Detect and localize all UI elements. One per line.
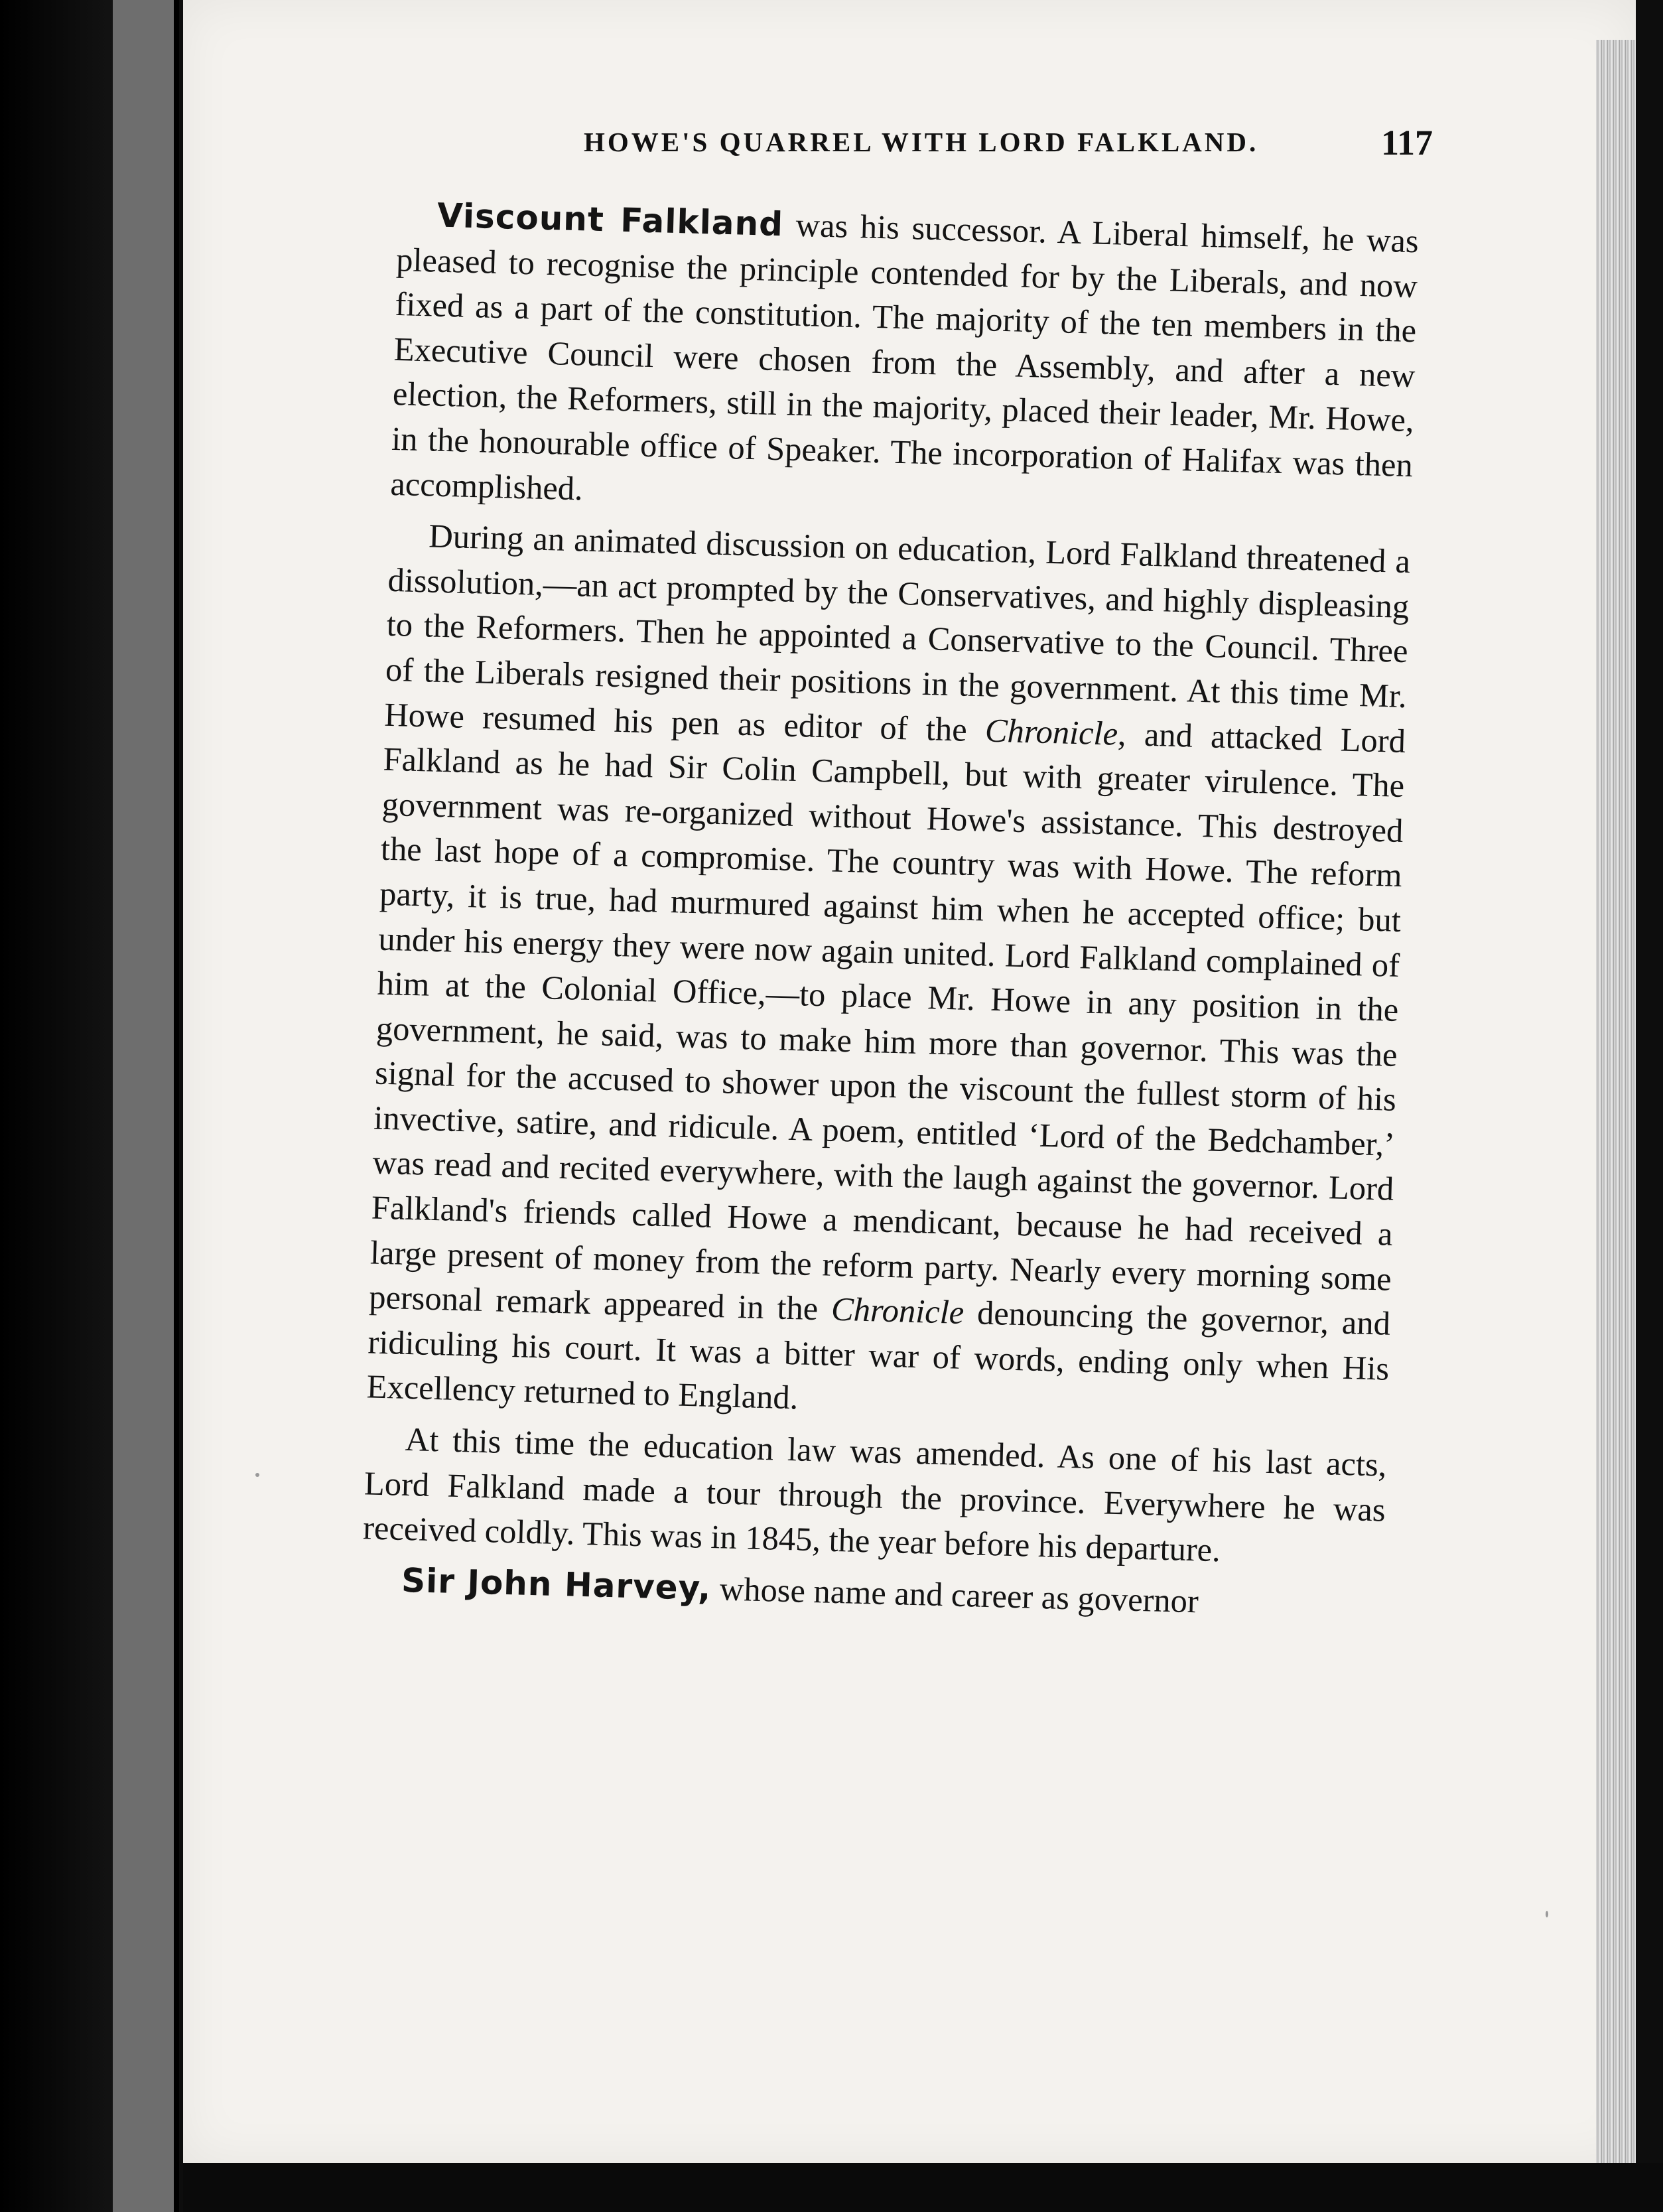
paragraph-3-text: At this time the education law was amended. As one of his last acts, Lord Falkland made a tour through the province. Everywhere he was received coldly. This was in 1845, the year before his departure. (362, 1420, 1388, 1569)
facing-page-edge (113, 0, 176, 2212)
page-edge-stack (1596, 40, 1636, 2163)
paragraph-2-text-c: denouncing the governor, and ridiculing his court. It was a bitter war of words, ending only when His Excellency returned to England. (366, 1294, 1391, 1417)
lead-name-harvey: Sir John Harvey, (401, 1560, 712, 1608)
italic-chronicle-1: Chronicle (984, 711, 1118, 752)
lead-name-falkland: Viscount Falkland (436, 196, 784, 244)
scan-speck (255, 1473, 259, 1477)
page-header (584, 122, 1433, 182)
paragraph-2-text-a: During an animated discussion on education, Lord Falkland threatened a dissolution,—an act prompted by the Conservatives, and highly displeasing to the Reformers. Then he appointed a Conservative to the Council. Three of the Liberals resigned their positions in the government. At this time Mr. Howe resumed his pen as editor of the (383, 517, 1411, 748)
page-number: 117 (1380, 123, 1433, 163)
paragraph-2 (366, 513, 1411, 1436)
paragraph-1 (390, 192, 1420, 533)
book-spine (174, 0, 179, 2212)
paragraph-3 (362, 1416, 1387, 1577)
italic-chronicle-2: Chronicle (831, 1290, 965, 1332)
scan-bottom-edge (183, 2163, 1663, 2212)
running-title: HOWE'S QUARREL WITH LORD FALKLAND. (584, 127, 1259, 157)
scan-speck (1546, 1911, 1548, 1917)
paragraph-4-text: whose name and career as governor (710, 1569, 1199, 1620)
paragraph-1-text: was his successor. A Liberal himself, he was pleased to recognise the principle contended for by the Liberals, and now fixed as a part of the constitution. The majority of the ten members in the Executive Council were chosen from the Assembly, and after a new election, the Reformers, still in the majority, placed their leader, Mr. Howe, in the honourable office of Speaker. The incorporation of Halifax was then accomplished. (389, 206, 1420, 508)
paragraph-2-text-b: , and attacked Lord Falkland as he had Sir Colin Campbell, but with greater virulence. The government was re-organized without Howe's assistance. This destroyed the last hope of a compromise. The country was with Howe. The reform party, it is true, had murmured against him when he accepted office; but under his energy they were now again united. Lord Falkland complained of him at the Colonial Office,—to place Mr. Howe in any position in the government, he said, was to make him more than governor. This was the signal for the accused to shower upon the viscount the fullest storm of his invective, satire, and ridicule. A poem, entitled ‘Lord of the Bedchamber,’ was read and recited everywhere, with the laugh against the governor. Lord Falkland's friends called Howe a mendicant, because he had received a large present of money from the reform party. Nearly every morning some personal remark appeared in the (368, 715, 1406, 1328)
body-text (361, 192, 1419, 1635)
